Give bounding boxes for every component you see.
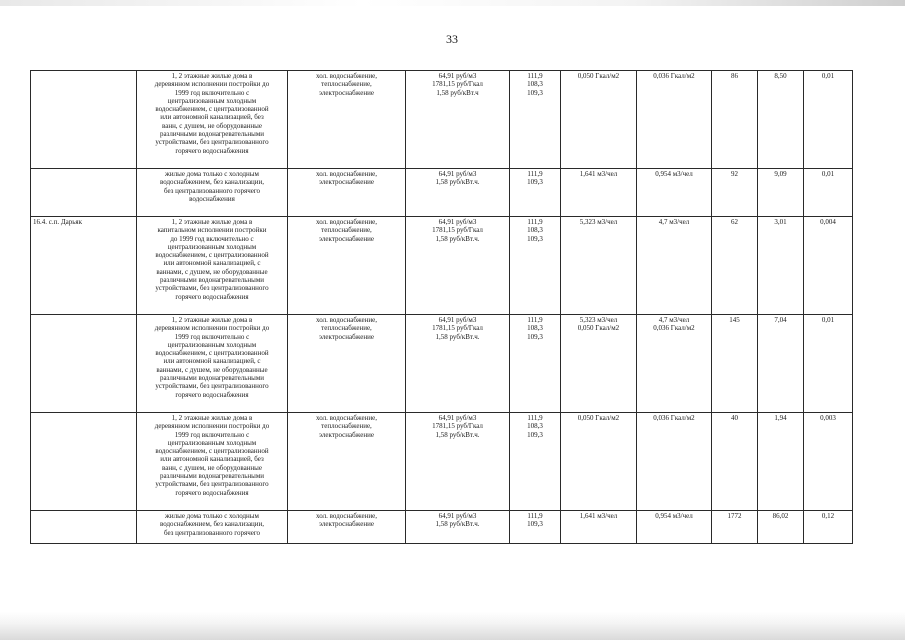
cell-line: 1,641 м3/чел	[579, 170, 618, 178]
area-cell: 1,94	[758, 413, 804, 511]
cell-line: горячего водоснабжения	[175, 488, 249, 497]
cell-line: водоснабжением, с централизованной	[155, 349, 269, 358]
cell-line: 64,91 руб/м3	[438, 512, 477, 520]
cell-line: или автономной канализацией, без	[160, 455, 264, 464]
cell-line: 4,7 м3/чел	[658, 316, 690, 324]
table-row	[31, 169, 853, 217]
services-cell	[288, 511, 406, 544]
cell-line: 111,9	[527, 72, 543, 80]
tariffs-cell	[406, 169, 510, 217]
cell-line: 1999 год включительно с	[174, 430, 250, 439]
coefficient-cell: 0,12	[804, 511, 853, 544]
tariffs-cell	[406, 71, 510, 169]
cell-line: 1781,15 руб/Гкал	[432, 324, 483, 333]
area-cell: 86,02	[758, 511, 804, 544]
cell-line: капитальном исполнении постройки	[157, 226, 267, 235]
area-cell: 9,09	[758, 169, 804, 217]
cell-line: теплоснабжение,	[321, 422, 372, 431]
cell-line: 64,91 руб/м3	[438, 72, 477, 80]
page-number: 33	[446, 32, 458, 46]
table-row	[31, 413, 853, 511]
cell-line: теплоснабжение,	[321, 226, 372, 235]
cell-line: 1, 2 этажные жилые дома в	[171, 414, 253, 422]
cell-line: 1781,15 руб/Гкал	[432, 422, 483, 431]
cell-line: деревянном исполнении постройки до	[154, 324, 270, 333]
settlement-cell	[31, 511, 137, 544]
cell-line: 108,3	[527, 422, 543, 431]
norm-alt-cell	[637, 217, 712, 315]
cell-line: 111,9	[527, 170, 543, 178]
cell-line: 1,58 руб/кВт.ч.	[435, 430, 480, 439]
cell-line: 111,9	[527, 316, 543, 324]
cell-line: 1, 2 этажные жилые дома в	[171, 316, 253, 324]
cell-line: 1,58 руб/кВт.ч.	[435, 178, 480, 187]
cell-line: или автономной канализацией, без	[160, 113, 264, 122]
cell-line: без централизованного горячего	[163, 528, 261, 537]
coefficient-cell: 0,01	[804, 315, 853, 413]
count-cell: 1772	[712, 511, 758, 544]
settlement-cell: 16.4. с.п. Дарьяк	[31, 217, 137, 315]
cell-line: централизованным холодным	[167, 438, 257, 447]
norms-table	[30, 70, 853, 544]
building-type-cell	[137, 413, 288, 511]
cell-line: 0,050 Гкал/м2	[577, 72, 620, 80]
cell-line: 108,3	[527, 324, 543, 333]
count-cell: 62	[712, 217, 758, 315]
cell-line: или автономной канализацией, с	[163, 357, 261, 366]
norm-cell	[561, 71, 637, 169]
cell-line: или автономной канализацией, с	[163, 259, 261, 268]
cell-line: 0,036 Гкал/м2	[653, 324, 695, 333]
area-cell: 7,04	[758, 315, 804, 413]
norm-cell	[561, 169, 637, 217]
cell-line: ванн, с душем, не оборудованные	[162, 463, 262, 472]
area-cell: 3,01	[758, 217, 804, 315]
table-row	[31, 315, 853, 413]
index-cell	[510, 217, 561, 315]
coefficient-cell: 0,003	[804, 413, 853, 511]
coefficient-cell: 0,004	[804, 217, 853, 315]
cell-line: 109,3	[527, 178, 543, 187]
settlement-cell	[31, 169, 137, 217]
cell-line: устройствами, без централизованного	[155, 138, 269, 147]
cell-line: без централизованного горячего	[163, 186, 261, 195]
cell-line: 0,050 Гкал/м2	[577, 324, 620, 333]
settlement-cell	[31, 71, 137, 169]
count-cell: 86	[712, 71, 758, 169]
tariffs-cell	[406, 217, 510, 315]
norm-cell	[561, 511, 637, 544]
cell-line: электроснабжение	[319, 520, 374, 529]
services-cell	[288, 413, 406, 511]
coefficient-cell: 0,01	[804, 71, 853, 169]
cell-line: электроснабжение	[319, 430, 374, 439]
cell-line: водоснабжением, с централизованной	[155, 447, 269, 456]
cell-line: различными водонагревательными	[159, 276, 265, 285]
cell-line: 5,323 м3/чел	[579, 218, 618, 226]
tariffs-cell	[406, 413, 510, 511]
cell-line: жилые дома только с холодным	[165, 170, 259, 178]
cell-line: различными водонагревательными	[159, 130, 265, 139]
cell-line: электроснабжение	[319, 88, 374, 97]
cell-line: 1,58 руб/кВт.ч	[436, 88, 479, 97]
tariffs-cell	[406, 315, 510, 413]
norm-alt-cell	[637, 71, 712, 169]
cell-line: 0,036 Гкал/м2	[653, 72, 695, 80]
services-cell	[288, 315, 406, 413]
area-cell: 8,50	[758, 71, 804, 169]
services-cell	[288, 217, 406, 315]
table-row	[31, 511, 853, 544]
cell-line: 1999 год включительно с	[174, 332, 250, 341]
cell-line: горячего водоснабжения	[175, 292, 249, 301]
building-type-cell	[137, 71, 288, 169]
coefficient-cell: 0,01	[804, 169, 853, 217]
count-cell: 92	[712, 169, 758, 217]
table-row	[31, 71, 853, 169]
cell-line: до 1999 год включительно с	[170, 234, 254, 243]
tariffs-cell	[406, 511, 510, 544]
cell-line: хол. водоснабжение,	[316, 218, 377, 226]
cell-line: водоснабжением, без канализации,	[159, 520, 265, 529]
cell-line: 64,91 руб/м3	[438, 316, 477, 324]
building-type-cell	[137, 511, 288, 544]
cell-line: 108,3	[527, 80, 543, 89]
cell-line: 1,58 руб/кВт.ч.	[435, 520, 480, 529]
cell-line: 1781,15 руб/Гкал	[432, 80, 483, 89]
building-type-cell	[137, 315, 288, 413]
cell-line: устройствами, без централизованного	[155, 480, 269, 489]
cell-line: хол. водоснабжение,	[316, 72, 377, 80]
cell-line: хол. водоснабжение,	[316, 170, 377, 178]
cell-line: 109,3	[527, 520, 543, 529]
index-cell	[510, 511, 561, 544]
index-cell	[510, 315, 561, 413]
cell-line: 4,7 м3/чел	[658, 218, 690, 226]
cell-line: 0,050 Гкал/м2	[577, 414, 620, 422]
norm-alt-cell	[637, 315, 712, 413]
cell-line: централизованным холодным	[167, 96, 257, 105]
cell-line: ваннами, с душем, не оборудованные	[156, 365, 268, 374]
cell-line: 64,91 руб/м3	[438, 414, 477, 422]
cell-line: хол. водоснабжение,	[316, 512, 377, 520]
scan-bottom-edge	[0, 612, 905, 640]
cell-line: 111,9	[527, 218, 543, 226]
cell-line: ванн, с душем, не оборудованные	[162, 121, 262, 130]
norm-cell	[561, 413, 637, 511]
norm-alt-cell	[637, 511, 712, 544]
cell-line: водоснабжением, без канализации,	[159, 178, 265, 187]
settlement-cell	[31, 413, 137, 511]
cell-line: водоснабжением, с централизованной	[155, 105, 269, 114]
cell-line: хол. водоснабжение,	[316, 316, 377, 324]
cell-line: электроснабжение	[319, 234, 374, 243]
norm-alt-cell	[637, 169, 712, 217]
services-cell	[288, 169, 406, 217]
cell-line: централизованным холодным	[167, 242, 257, 251]
cell-line: электроснабжение	[319, 332, 374, 341]
cell-line: ваннами, с душем, не оборудованные	[156, 267, 268, 276]
cell-line: 109,3	[527, 332, 543, 341]
cell-line: 1,641 м3/чел	[579, 512, 618, 520]
cell-line: 0,954 м3/чел	[655, 512, 693, 520]
cell-line: 0,036 Гкал/м2	[653, 414, 695, 422]
cell-line: 1,58 руб/кВт.ч.	[435, 332, 480, 341]
cell-line: 111,9	[527, 512, 543, 520]
cell-line: горячего водоснабжения	[175, 390, 249, 399]
cell-line: 5,323 м3/чел	[579, 316, 618, 324]
settlement-cell	[31, 315, 137, 413]
cell-line: 1999 год включительно с	[174, 88, 250, 97]
cell-line: 111,9	[527, 414, 543, 422]
cell-line: горячего водоснабжения	[175, 146, 249, 155]
building-type-cell	[137, 169, 288, 217]
norm-alt-cell	[637, 413, 712, 511]
count-cell: 145	[712, 315, 758, 413]
cell-line: водоснабжением, с централизованной	[155, 251, 269, 260]
cell-line: устройствами, без централизованного	[155, 382, 269, 391]
cell-line: 0,954 м3/чел	[655, 170, 693, 178]
table-row	[31, 217, 853, 315]
cell-line: 109,3	[527, 88, 543, 97]
scan-top-edge	[0, 0, 905, 6]
cell-line: различными водонагревательными	[159, 374, 265, 383]
cell-line: электроснабжение	[319, 178, 374, 187]
cell-line: устройствами, без централизованного	[155, 284, 269, 293]
cell-line: 108,3	[527, 226, 543, 235]
count-cell: 40	[712, 413, 758, 511]
cell-line: деревянном исполнении постройки до	[154, 80, 270, 89]
cell-line: 109,3	[527, 234, 543, 243]
cell-line: 109,3	[527, 430, 543, 439]
norm-cell	[561, 217, 637, 315]
cell-line: водоснабжения	[189, 194, 235, 203]
cell-line: централизованным холодным	[167, 340, 257, 349]
cell-line: теплоснабжение,	[321, 80, 372, 89]
cell-line: деревянном исполнении постройки до	[154, 422, 270, 431]
building-type-cell	[137, 217, 288, 315]
cell-line: 1, 2 этажные жилые дома в	[171, 72, 253, 80]
services-cell	[288, 71, 406, 169]
cell-line: 1781,15 руб/Гкал	[432, 226, 483, 235]
cell-line: различными водонагревательными	[159, 472, 265, 481]
index-cell	[510, 71, 561, 169]
index-cell	[510, 413, 561, 511]
norm-cell	[561, 315, 637, 413]
cell-line: хол. водоснабжение,	[316, 414, 377, 422]
cell-line: 64,91 руб/м3	[438, 218, 477, 226]
cell-line: 1, 2 этажные жилые дома в	[171, 218, 253, 226]
cell-line: теплоснабжение,	[321, 324, 372, 333]
cell-line: 64,91 руб/м3	[438, 170, 477, 178]
cell-line: 1,58 руб/кВт.ч.	[435, 234, 480, 243]
cell-line: жилые дома только с холодным	[165, 512, 259, 520]
index-cell	[510, 169, 561, 217]
